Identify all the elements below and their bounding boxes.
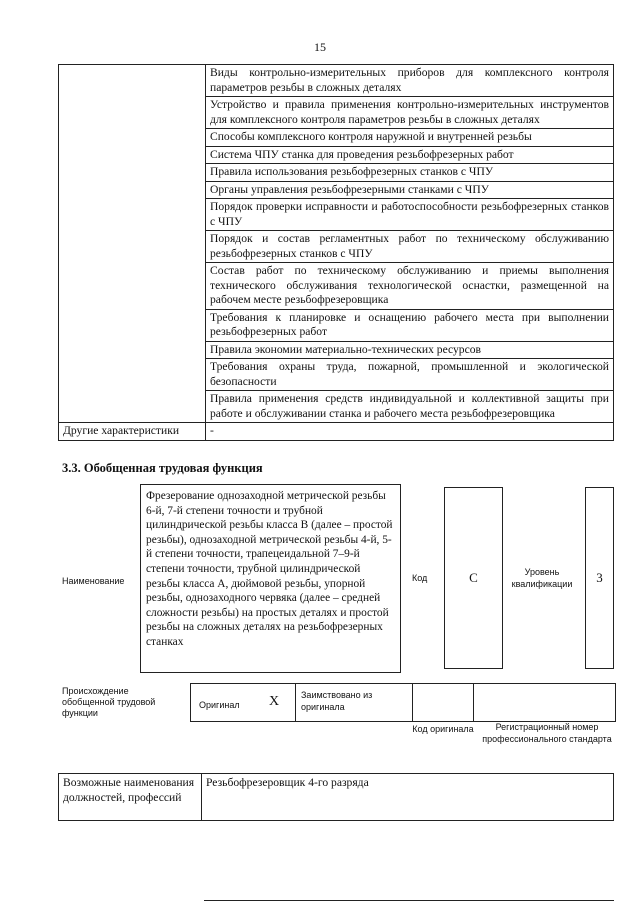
- knowledge-item: Органы управления резьбофрезерными станками с ЧПУ: [206, 181, 614, 199]
- other-characteristics-label: Другие характеристики: [59, 423, 206, 441]
- knowledge-item: Способы комплексного контроля наружной и внутренней резьбы: [206, 129, 614, 147]
- registration-number-cell: [474, 684, 614, 721]
- origin-grid: [190, 683, 616, 722]
- original-cell: [191, 684, 296, 721]
- original-mark: X: [269, 694, 280, 709]
- code-label: Код: [412, 573, 428, 583]
- knowledge-item: Правила использования резьбофрезерных станков с ЧПУ: [206, 164, 614, 182]
- knowledge-item: Требования охраны труда, пожарной, промышленной и экологической безопасности: [206, 359, 614, 391]
- knowledge-item: Требования к планировке и оснащению рабочего места при выполнении резьбофрезерных работ: [206, 309, 614, 341]
- other-characteristics-value: -: [206, 423, 614, 441]
- knowledge-item: Состав работ по техническому обслуживанию и приемы выполнения технического обслуживания технологической оснастки, размещенной на рабочем месте резьбофрезеровщика: [206, 263, 614, 310]
- page-number: 15: [314, 40, 326, 54]
- knowledge-table: [58, 64, 614, 441]
- original-code-cell: [413, 684, 474, 721]
- qualification-level-value: 3: [596, 570, 603, 585]
- knowledge-label-cell: [59, 65, 206, 423]
- table-row: [59, 423, 614, 441]
- qualification-level-box: [585, 487, 614, 669]
- original-label: Оригинал: [199, 700, 240, 710]
- origin-label: Происхождение обобщенной трудовой функции: [62, 686, 156, 718]
- professions-value: Резьбофрезеровщик 4-го разряда: [202, 774, 614, 821]
- table-row: [59, 65, 614, 97]
- professions-table: [58, 773, 614, 821]
- table-row: [59, 774, 614, 821]
- knowledge-item: Порядок и состав регламентных работ по техническому обслуживанию резьбофрезерных станков с ЧПУ: [206, 231, 614, 263]
- borrowed-cell: [296, 684, 413, 721]
- qualification-level-label: Уровень квалификации: [511, 567, 573, 589]
- knowledge-item: Порядок проверки исправности и работоспособности резьбофрезерных станков с ЧПУ: [206, 199, 614, 231]
- knowledge-item: Устройство и правила применения контрольно-измерительных инструментов для комплексного контроля параметров резьбы в сложных деталях: [206, 97, 614, 129]
- code-value: C: [469, 570, 478, 585]
- knowledge-item: Правила экономии материально-технических ресурсов: [206, 341, 614, 359]
- section-title: 3.3. Обобщенная трудовая функция: [62, 461, 263, 475]
- knowledge-item: Система ЧПУ станка для проведения резьбофрезерных работ: [206, 146, 614, 164]
- professions-label: Возможные наименования должностей, профессий: [59, 774, 202, 821]
- bottom-divider: [204, 900, 614, 901]
- original-code-caption: Код оригинала: [412, 724, 474, 734]
- knowledge-item: Правила применения средств индивидуальной и коллективной защиты при работе и обслуживании станка и рабочего места резьбофрезеровщика: [206, 391, 614, 423]
- code-box: [444, 487, 503, 669]
- knowledge-item: Виды контрольно-измерительных приборов для комплексного контроля параметров резьбы в сложных деталях: [206, 65, 614, 97]
- function-name-box: Фрезерование однозаходной метрической резьбы 6-й, 7-й степени точности и трубной цилиндрической резьбы класса B (далее – простой резьбы), однозаходной метрической резьбы 4-й, 5-й степени точности, трапецеидальной 7–9-й степени точности, трубной цилиндрической резьбы класса A, дюймовой резьбы, упорной резьбы, однозаходного червяка (далее – средней сложности резьбы) на простых деталях и простой резьбы на сложных деталях на резьбофрезерных станках: [140, 484, 401, 673]
- registration-number-caption: Регистрационный номер профессионального стандарта: [482, 722, 612, 744]
- borrowed-label: Заимствовано из оригинала: [301, 690, 373, 712]
- name-label: Наименование: [62, 576, 125, 586]
